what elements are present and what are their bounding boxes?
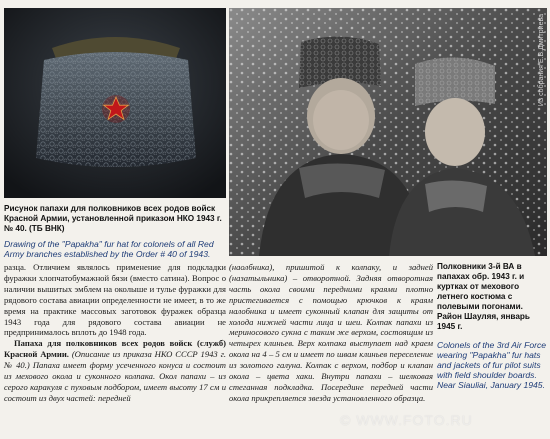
- officers-caption-russian: Полковники 3-й ВА в папахах обр. 1943 г. и куртках от мехового летнего костюма с полевыми погонами. Район Шауляя, январь 1945 г.: [437, 262, 530, 331]
- hat-caption-english: Drawing of the "Papakha" fur hat for colonels of all Red Army branches established by the Order # 40 of 1943.: [4, 239, 214, 259]
- papakha-photo: [4, 8, 226, 198]
- paragraph-text: (Описание из приказа НКО СССР 1943 г. № 40.) Папаха имеет форму усеченного конуса и состоит из мехового окола и суконного колпака. Окол папахи – из серого каракуля с пуховым подбором, имеет высоту 17 см и состоит из двух частей: передней: [4, 349, 226, 403]
- officers-image: [229, 8, 547, 256]
- hat-caption-russian: Рисунок папахи для полковников всех родов войск Красной Армии, установленной приказом НКО 1943 г. № 40. (ТБ ВНК): [4, 204, 222, 233]
- papakha-image: [4, 8, 226, 198]
- section-heading: Папаха для полковников всех родов войск (служб) Красной Армии.: [4, 338, 226, 360]
- article-paragraph: (наолбника), пришитой к колпаку, и задней (назатыльника) – отворотной. Задняя отворотная часть окола своими передними краями плотно пристегивается с помощью крючков к краям налобника и имеет суконный клапан для защиты от холода нижней части лица и шеи. Колпак папахи из мериносового сукна с таким же верхом, состоящим из четырех клиньев. Верх колпака выступает над краем окола на 4 – 5 см и имеет по швам клиньев переселение из золотого галуна. Колпак с верхом, подбор и клапан окола – цвета хаки. Внутри папахи – шелковая стеганная подкладка. Посередине передней части окола прикрепляется звезда установленного образца.: [229, 262, 433, 403]
- article-paragraph: разца. Отличием являлось применение для подкладки фуражки хлопчатобумажной бязи (вместо сатина). Вопрос о наличии вышитых эмблем на околыше и тулье фуражки для рядового состава авиации определенности не имеет, в то же время на практике массовых заготовок фуражек образца 1943 года для рядового состава авиации не предпринималось вплоть до 1948 года.: [4, 262, 226, 338]
- article-paragraph: [4, 338, 226, 403]
- officers-caption-english: Colonels of the 3rd Air Force wearing "Papakha" fur hats and jackets of fur pilot suits with field shoulder boards. Near Siauliai, January 1945.: [437, 340, 547, 390]
- article-column-left: [4, 262, 226, 404]
- photo-credit: Из собрания Е.В.Дмитриева: [538, 14, 545, 107]
- officers-photo: [229, 8, 547, 256]
- article-column-right: [229, 262, 433, 404]
- watermark: © WWW.FOTO.RU: [340, 412, 473, 428]
